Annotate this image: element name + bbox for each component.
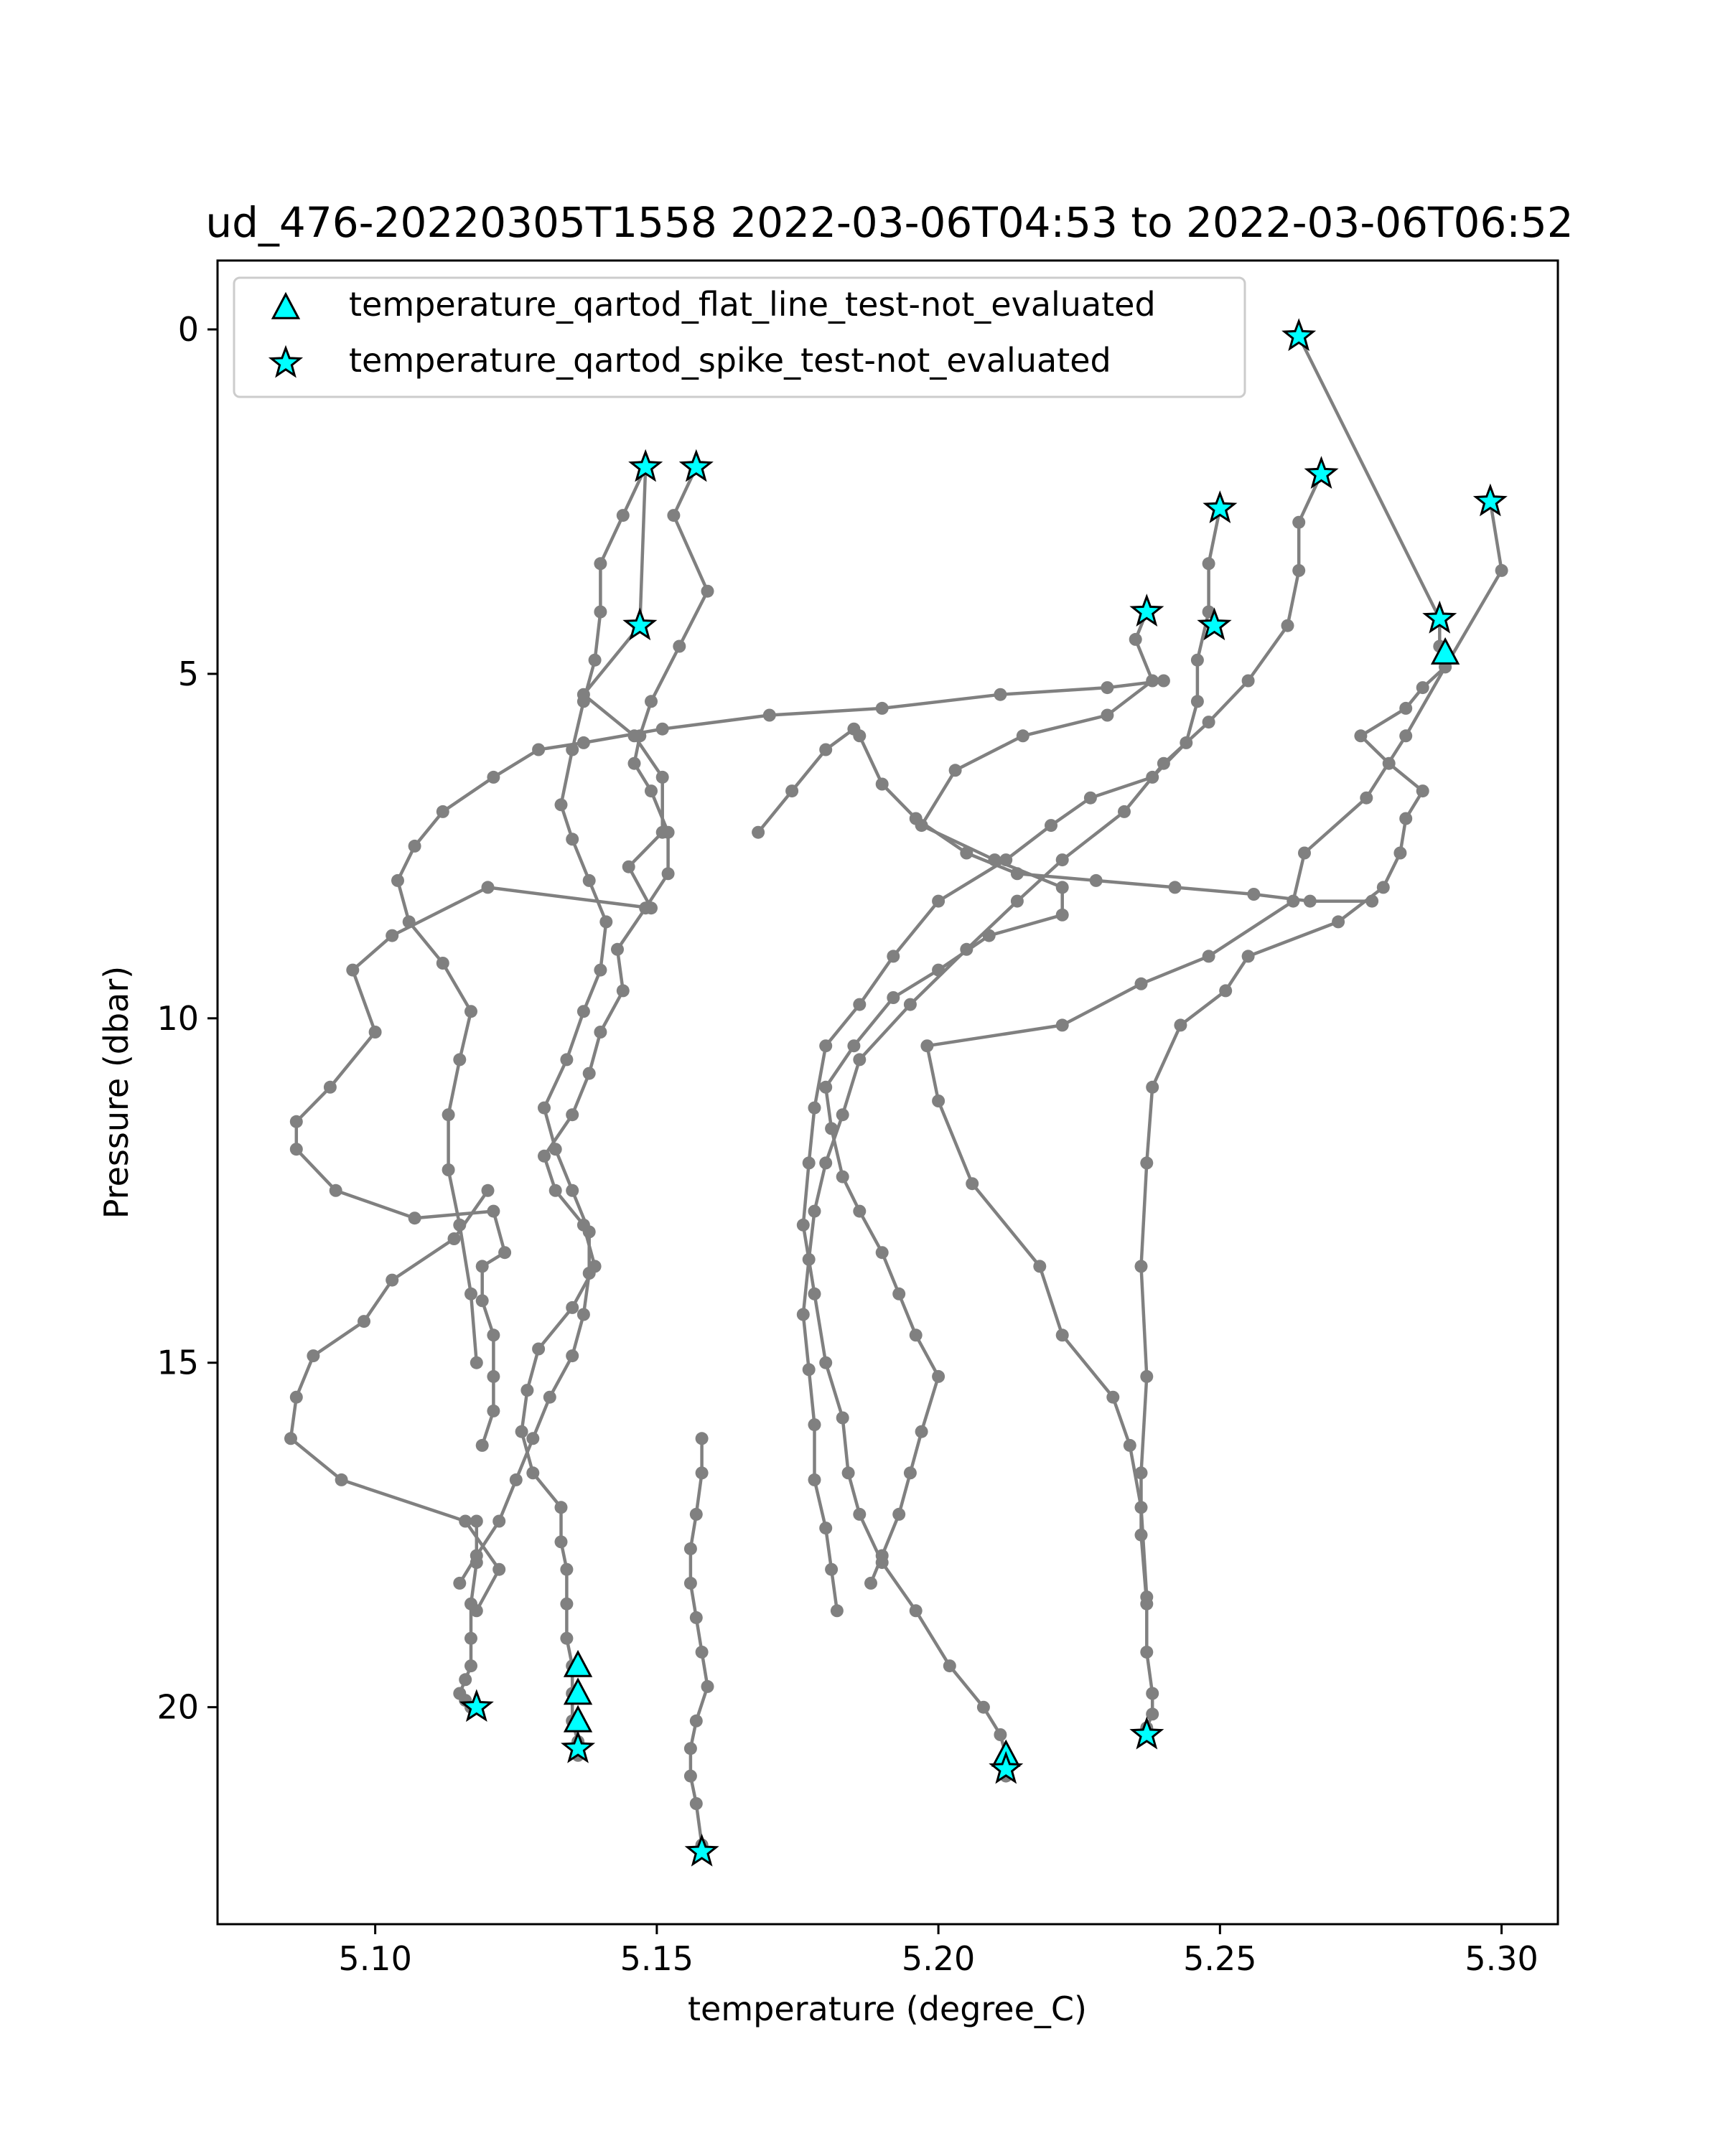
profile-point bbox=[464, 1598, 477, 1611]
profile-point bbox=[487, 1370, 500, 1383]
profile-point bbox=[752, 826, 765, 839]
profile-point bbox=[1399, 702, 1412, 715]
profile-point bbox=[763, 709, 776, 722]
profile-point bbox=[442, 1108, 455, 1121]
profile-point bbox=[853, 998, 866, 1011]
profile-point bbox=[1101, 709, 1113, 722]
profile-point bbox=[1360, 792, 1373, 805]
profile-point bbox=[1191, 654, 1204, 667]
profile-point bbox=[920, 1039, 933, 1052]
profile-point bbox=[842, 1466, 855, 1479]
profile-point bbox=[290, 1143, 303, 1156]
profile-point bbox=[808, 1205, 821, 1218]
profile-point bbox=[1332, 915, 1345, 928]
profile-point bbox=[690, 1715, 703, 1728]
profile-point bbox=[560, 1598, 573, 1611]
profile-point bbox=[628, 757, 641, 770]
profile-point bbox=[684, 1577, 697, 1590]
chart-title: ud_476-20220305T1558 2022-03-06T04:53 to 2022-03-06T06:52 bbox=[205, 198, 1574, 247]
profile-point bbox=[1281, 619, 1294, 632]
profile-point bbox=[476, 1260, 489, 1272]
profile-point bbox=[1416, 681, 1429, 694]
profile-point bbox=[1011, 895, 1024, 908]
profile-point bbox=[577, 1308, 590, 1321]
profile-point bbox=[785, 784, 798, 797]
profile-point bbox=[803, 1156, 816, 1169]
profile-point bbox=[1135, 1260, 1148, 1272]
profile-point bbox=[1169, 881, 1182, 894]
profile-point bbox=[910, 1328, 923, 1341]
profile-point bbox=[487, 1328, 500, 1341]
profile-point bbox=[1146, 1707, 1159, 1720]
profile-point bbox=[836, 1171, 849, 1184]
profile-point bbox=[684, 1742, 697, 1755]
profile-point bbox=[977, 1701, 990, 1714]
profile-point bbox=[1191, 695, 1204, 708]
profile-point bbox=[667, 509, 680, 522]
profile-point bbox=[566, 1301, 579, 1314]
profile-point bbox=[831, 1604, 844, 1617]
profile-point bbox=[803, 1253, 816, 1266]
profile-point bbox=[515, 1425, 528, 1438]
legend-spike-label: temperature_qartod_spike_test-not_evaluated bbox=[349, 341, 1111, 380]
profile-point bbox=[577, 688, 590, 701]
profile-point bbox=[594, 1026, 607, 1039]
profile-point bbox=[1416, 784, 1429, 797]
profile-point bbox=[448, 1232, 461, 1245]
profile-point bbox=[476, 1294, 489, 1307]
profile-point bbox=[617, 984, 630, 997]
y-tick-label: 0 bbox=[177, 309, 199, 349]
profile-point bbox=[560, 1053, 573, 1066]
profile-point bbox=[330, 1184, 342, 1197]
profile-point bbox=[1056, 1328, 1069, 1341]
profile-point bbox=[487, 771, 500, 784]
profile-point bbox=[1354, 729, 1367, 742]
profile-point bbox=[589, 654, 602, 667]
profile-point bbox=[876, 778, 889, 791]
profile-point bbox=[498, 1246, 511, 1259]
profile-point bbox=[876, 1550, 889, 1562]
profile-point bbox=[690, 1797, 703, 1810]
profile-point bbox=[538, 1102, 551, 1115]
profile-point bbox=[538, 1150, 551, 1163]
profile-point bbox=[904, 1466, 917, 1479]
y-tick-label: 5 bbox=[177, 654, 199, 693]
legend-flat-line-label: temperature_qartod_flat_line_test-not_evaluated bbox=[349, 285, 1156, 324]
profile-point bbox=[1304, 895, 1317, 908]
profile-point bbox=[386, 929, 398, 942]
profile-point bbox=[847, 1039, 860, 1052]
profile-point bbox=[532, 1343, 545, 1356]
profile-point bbox=[346, 964, 359, 977]
profile-point bbox=[1140, 1156, 1153, 1169]
profile-point bbox=[690, 1611, 703, 1624]
profile-point bbox=[470, 1515, 483, 1528]
profile-point bbox=[994, 688, 1007, 701]
profile-point bbox=[1101, 681, 1113, 694]
profile-point bbox=[1399, 812, 1412, 825]
profile-point bbox=[566, 833, 579, 845]
profile-point bbox=[1203, 716, 1215, 728]
profile-point bbox=[696, 1646, 709, 1659]
profile-point bbox=[1203, 950, 1215, 962]
profile-point bbox=[436, 805, 449, 818]
profile-point bbox=[1140, 1590, 1153, 1603]
profile-point bbox=[1219, 984, 1232, 997]
profile-point bbox=[487, 1405, 500, 1417]
profile-point bbox=[555, 1501, 568, 1514]
profile-point bbox=[656, 826, 669, 839]
legend bbox=[234, 278, 1245, 397]
profile-point bbox=[391, 874, 404, 887]
x-tick-label: 5.10 bbox=[338, 1939, 412, 1978]
profile-point bbox=[464, 1005, 477, 1018]
profile-point bbox=[673, 640, 686, 653]
profile-point bbox=[1377, 881, 1390, 894]
profile-point bbox=[476, 1439, 489, 1452]
profile-point bbox=[864, 1577, 877, 1590]
profile-point bbox=[696, 1466, 709, 1479]
profile-point bbox=[684, 1770, 697, 1783]
profile-point bbox=[470, 1356, 483, 1369]
profile-point bbox=[284, 1432, 297, 1445]
profile-point bbox=[1090, 874, 1103, 887]
profile-point bbox=[594, 557, 607, 570]
profile-point bbox=[825, 1122, 838, 1135]
profile-point bbox=[464, 1632, 477, 1645]
profile-point bbox=[1157, 675, 1170, 688]
profile-point bbox=[1135, 1501, 1148, 1514]
profile-point bbox=[611, 943, 624, 956]
profile-point bbox=[408, 840, 421, 853]
profile-point bbox=[442, 1163, 455, 1176]
profile-point bbox=[482, 1184, 495, 1197]
profile-point bbox=[583, 874, 596, 887]
profile-point bbox=[819, 1081, 832, 1094]
profile-point bbox=[853, 729, 866, 742]
profile-point bbox=[803, 1363, 816, 1376]
profile-point bbox=[290, 1391, 303, 1404]
profile-point bbox=[555, 798, 568, 811]
profile-point bbox=[904, 998, 917, 1011]
profile-point bbox=[1146, 1687, 1159, 1700]
profile-point bbox=[403, 915, 416, 928]
profile-point bbox=[1056, 1018, 1069, 1031]
profile-point bbox=[436, 957, 449, 970]
profile-point bbox=[853, 1205, 866, 1218]
x-tick-label: 5.15 bbox=[620, 1939, 694, 1978]
profile-point bbox=[656, 723, 669, 736]
profile-point bbox=[825, 1563, 838, 1576]
profile-point bbox=[566, 1349, 579, 1362]
profile-point bbox=[453, 1577, 466, 1590]
x-tick-label: 5.25 bbox=[1183, 1939, 1257, 1978]
profile-point bbox=[662, 867, 675, 880]
profile-point bbox=[656, 771, 669, 784]
profile-point bbox=[960, 847, 973, 860]
profile-point bbox=[696, 1432, 709, 1445]
profile-point bbox=[1292, 564, 1305, 577]
profile-point bbox=[876, 1246, 889, 1259]
profile-point bbox=[566, 1184, 579, 1197]
profile-point bbox=[594, 964, 607, 977]
profile-point bbox=[1393, 847, 1406, 860]
profile-point bbox=[617, 509, 630, 522]
profile-point bbox=[594, 606, 607, 619]
profile-point bbox=[797, 1219, 810, 1232]
profile-point bbox=[560, 1632, 573, 1645]
profile-point bbox=[1118, 805, 1131, 818]
profile-point bbox=[622, 861, 635, 873]
profile-point bbox=[459, 1515, 472, 1528]
profile-point bbox=[819, 1039, 832, 1052]
profile-point bbox=[549, 1184, 562, 1197]
profile-point bbox=[307, 1349, 319, 1362]
profile-point bbox=[1399, 729, 1412, 742]
profile-point bbox=[645, 901, 658, 914]
y-tick-label: 10 bbox=[157, 998, 199, 1038]
profile-point bbox=[701, 1680, 714, 1693]
y-tick-label: 15 bbox=[157, 1343, 199, 1382]
y-axis-label: Pressure (dbar) bbox=[97, 965, 136, 1219]
profile-point bbox=[464, 1659, 477, 1672]
profile-point bbox=[464, 1288, 477, 1300]
profile-point bbox=[520, 1384, 533, 1397]
profile-point bbox=[549, 1143, 562, 1156]
profile-point bbox=[910, 1604, 923, 1617]
profile-point bbox=[915, 1425, 928, 1438]
profile-point bbox=[577, 736, 590, 749]
profile-point bbox=[853, 1053, 866, 1066]
profile-point bbox=[560, 1563, 573, 1576]
profile-point bbox=[487, 1205, 500, 1218]
profile-point bbox=[932, 1095, 945, 1107]
x-tick-label: 5.20 bbox=[901, 1939, 976, 1978]
profile-point bbox=[453, 1053, 466, 1066]
profile-point bbox=[583, 1267, 596, 1280]
profile-point bbox=[645, 695, 658, 708]
profile-point bbox=[1045, 819, 1057, 832]
profile-point bbox=[690, 1508, 703, 1521]
profile-point bbox=[932, 964, 945, 977]
profile-point bbox=[335, 1473, 348, 1486]
profile-point bbox=[808, 1102, 821, 1115]
profile-point bbox=[943, 1659, 956, 1672]
profile-point bbox=[836, 1108, 849, 1121]
profile-point bbox=[1365, 895, 1378, 908]
profile-point bbox=[1140, 1646, 1153, 1659]
profile-point bbox=[1292, 516, 1305, 529]
profile-point bbox=[526, 1466, 539, 1479]
profile-point bbox=[645, 784, 658, 797]
profile-point bbox=[819, 1522, 832, 1534]
profile-point bbox=[1174, 1018, 1187, 1031]
profile-point bbox=[599, 915, 612, 928]
profile-point bbox=[1124, 1439, 1136, 1452]
profile-point bbox=[358, 1315, 370, 1328]
profile-point bbox=[808, 1288, 821, 1300]
profile-point bbox=[701, 585, 714, 598]
profile-point bbox=[836, 1412, 849, 1425]
profile-point bbox=[1129, 633, 1142, 646]
profile-point bbox=[492, 1563, 505, 1576]
profile-point bbox=[797, 1308, 810, 1321]
profile-point bbox=[853, 1508, 866, 1521]
profile-point bbox=[583, 1067, 596, 1080]
profile-point bbox=[892, 1508, 905, 1521]
profile-point bbox=[492, 1515, 505, 1528]
profile-point bbox=[1298, 847, 1311, 860]
profile-point bbox=[1247, 888, 1260, 901]
profile-point bbox=[932, 1370, 945, 1383]
profile-point bbox=[1056, 853, 1069, 866]
profile-point bbox=[1495, 564, 1508, 577]
profile-point bbox=[566, 1108, 579, 1121]
profile-point bbox=[983, 929, 996, 942]
profile-point bbox=[555, 1535, 568, 1548]
profile-point bbox=[453, 1219, 466, 1232]
profile-point bbox=[526, 1432, 539, 1445]
x-tick-label: 5.30 bbox=[1465, 1939, 1538, 1978]
profile-point bbox=[386, 1274, 398, 1287]
profile-point bbox=[887, 991, 900, 1004]
profile-point bbox=[510, 1473, 523, 1486]
profile-point bbox=[1157, 757, 1170, 770]
profile-point bbox=[1011, 867, 1024, 880]
profile-point bbox=[290, 1115, 303, 1128]
profile-point bbox=[1135, 978, 1148, 990]
profile-point bbox=[408, 1211, 421, 1224]
profile-point bbox=[808, 1473, 821, 1486]
profile-point bbox=[876, 702, 889, 715]
profile-point bbox=[808, 1418, 821, 1431]
profile-point bbox=[819, 1356, 832, 1369]
profile-point bbox=[1017, 729, 1029, 742]
profile-point bbox=[583, 1225, 596, 1238]
y-tick-label: 20 bbox=[157, 1687, 199, 1727]
profile-point bbox=[459, 1673, 472, 1686]
profile-point bbox=[887, 950, 900, 962]
profile-point bbox=[1140, 1370, 1153, 1383]
profile-point bbox=[577, 1005, 590, 1018]
profile-point bbox=[470, 1556, 483, 1569]
profile-point bbox=[819, 744, 832, 756]
profile-point bbox=[1056, 881, 1069, 894]
x-axis-label: temperature (degree_C) bbox=[688, 1989, 1087, 2028]
profile-point bbox=[684, 1542, 697, 1555]
profile-point bbox=[1056, 909, 1069, 922]
profile-point bbox=[949, 764, 962, 777]
profile-point bbox=[1203, 557, 1215, 570]
profile-point bbox=[324, 1081, 337, 1094]
profile-point bbox=[1146, 1081, 1159, 1094]
profile-point bbox=[819, 1156, 832, 1169]
profile-point bbox=[892, 1288, 905, 1300]
profile-point bbox=[910, 812, 923, 825]
profile-point bbox=[1242, 950, 1255, 962]
profile-point bbox=[543, 1391, 556, 1404]
profile-point bbox=[1084, 792, 1097, 805]
profile-point bbox=[532, 744, 545, 756]
profile-point bbox=[966, 1177, 979, 1190]
profile-point bbox=[1106, 1391, 1119, 1404]
profile-point bbox=[482, 881, 495, 894]
profile-point bbox=[994, 1728, 1007, 1741]
profile-point bbox=[932, 895, 945, 908]
profile-point bbox=[1242, 675, 1255, 688]
profile-point bbox=[369, 1026, 382, 1039]
profile-point bbox=[1033, 1260, 1046, 1272]
